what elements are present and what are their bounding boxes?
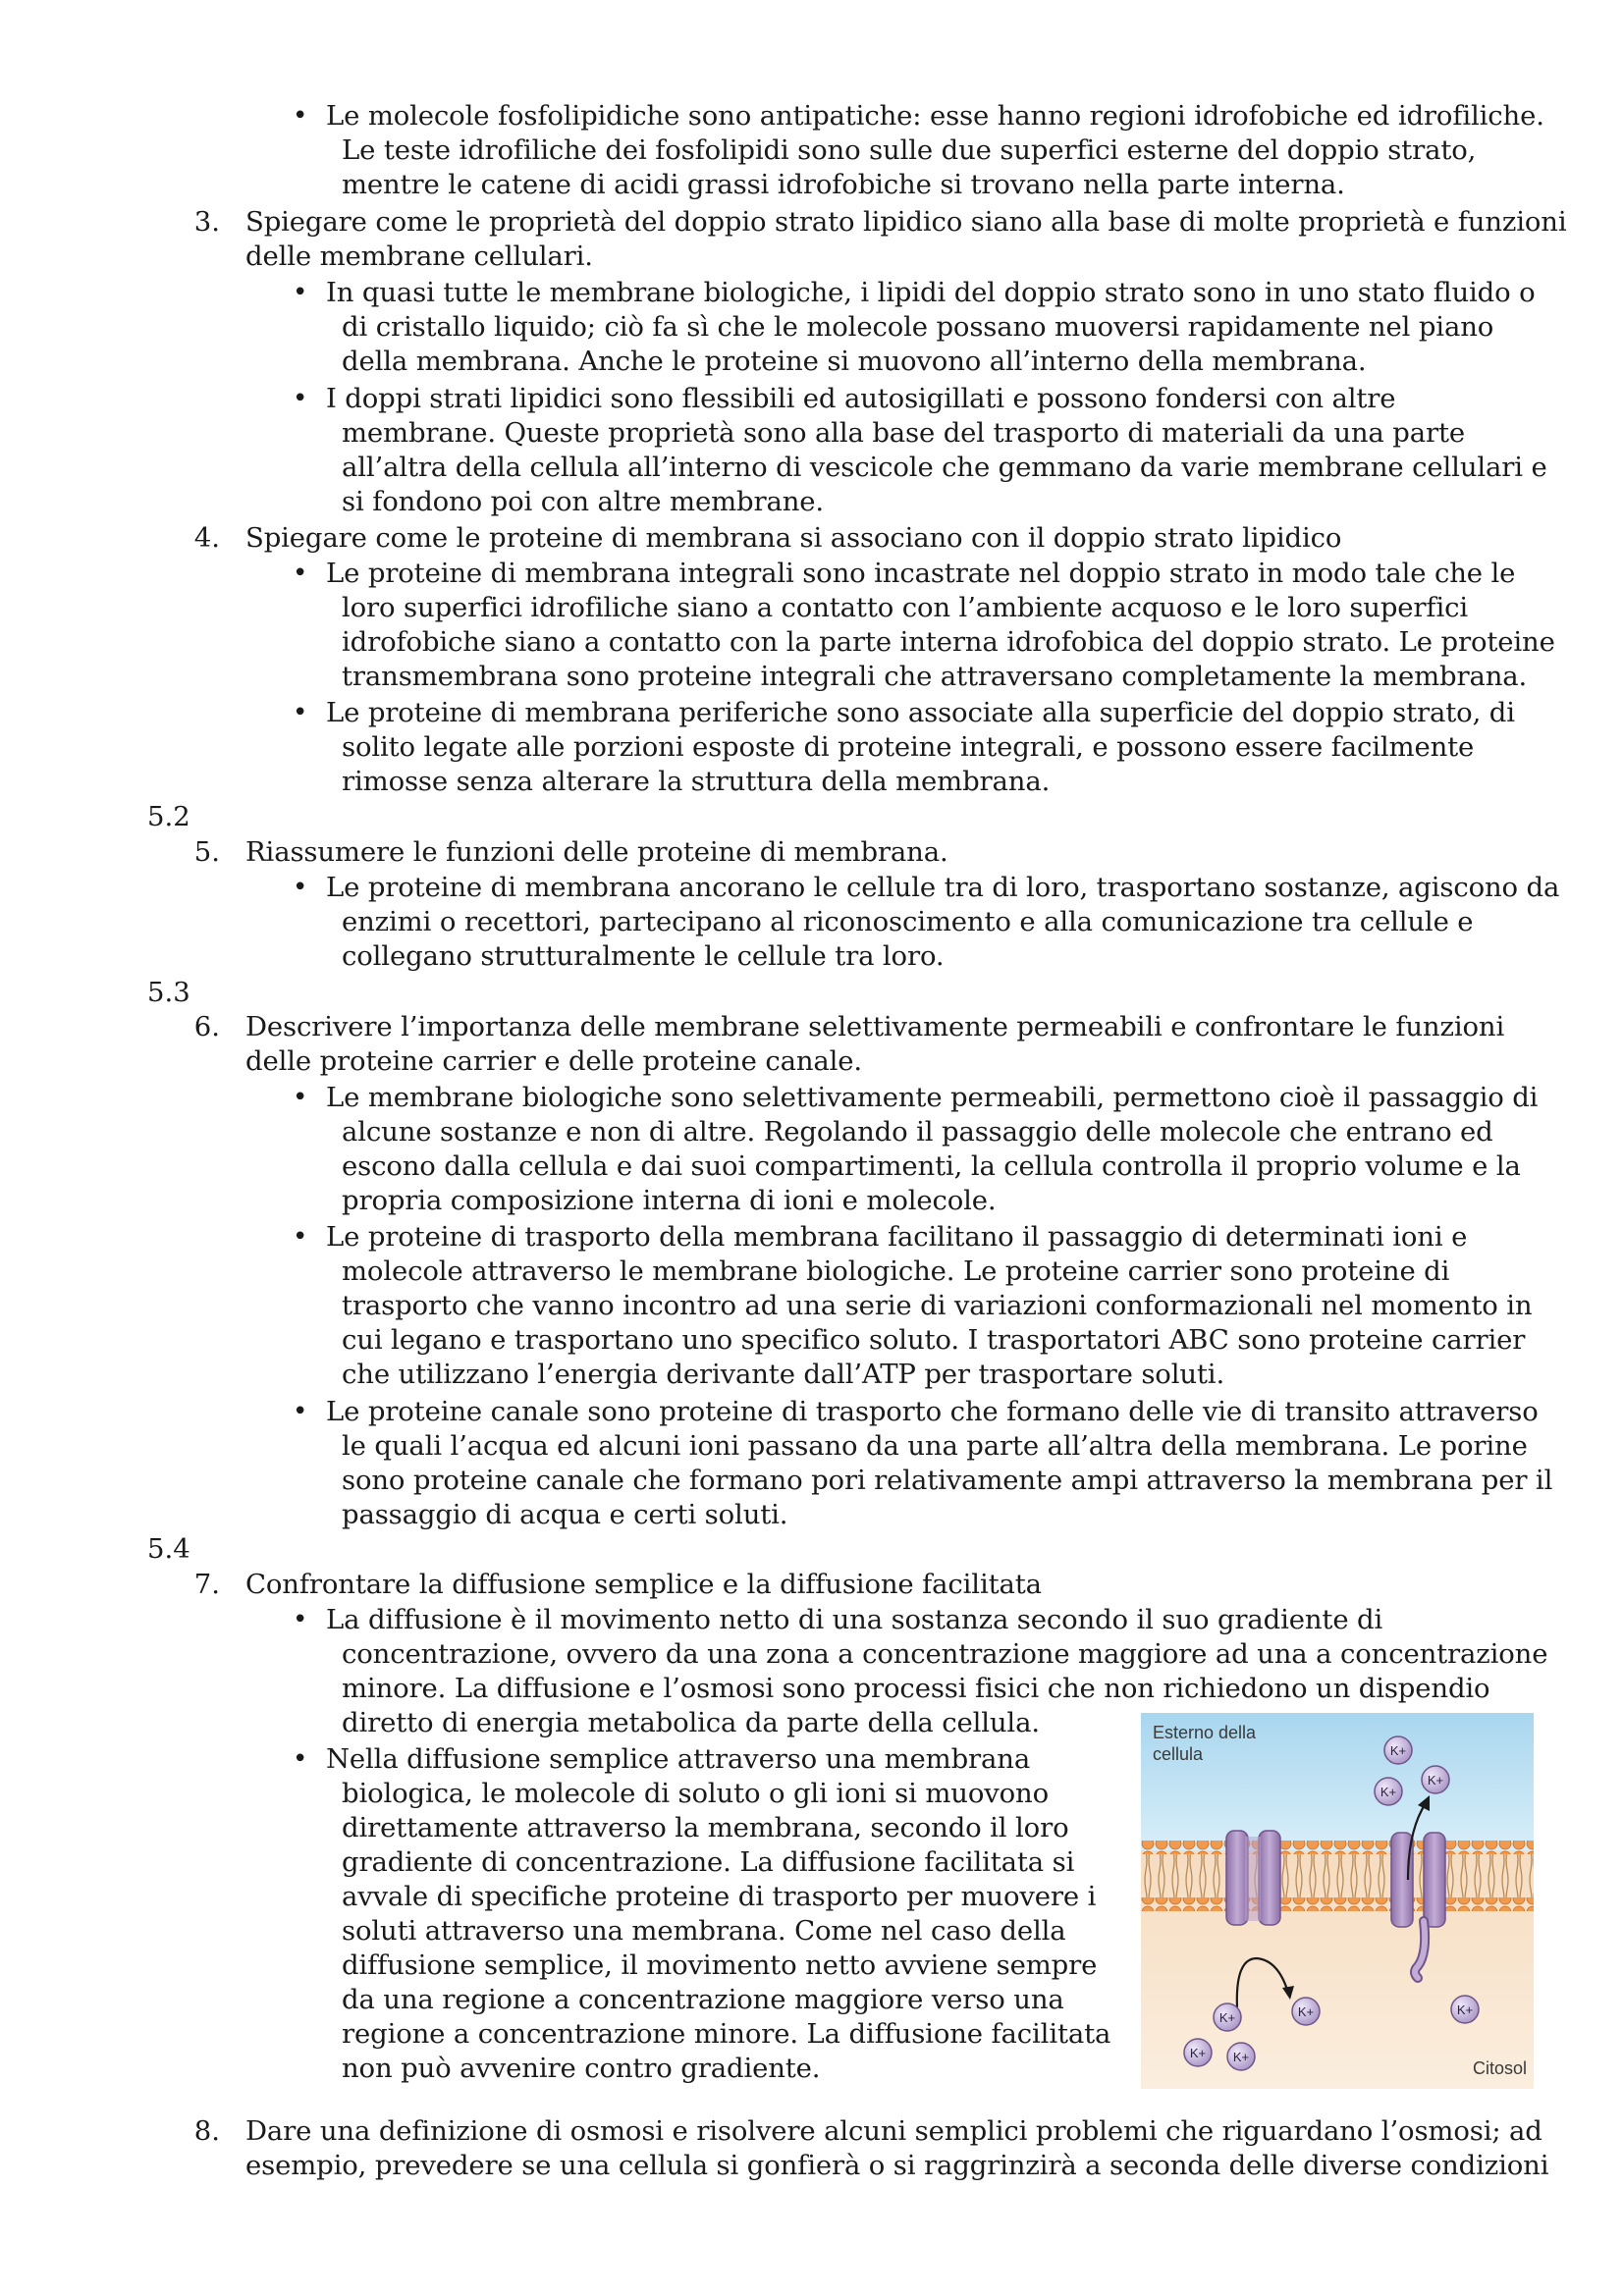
text-line: Le proteine di membrana periferiche sono associate alla superficie del doppio strato, di <box>326 697 1515 728</box>
item-heading: Spiegare come le proprietà del doppio strato lipidico siano alla base di molte proprietà e funzioni <box>245 206 1567 238</box>
potassium-ion <box>1292 1998 1320 2025</box>
text-line: direttamente attraverso la membrana, secondo il loro <box>342 1812 1069 1843</box>
item-heading: Confrontare la diffusione semplice e la diffusione facilitata <box>245 1569 1042 1600</box>
potassium-ion <box>1375 1778 1402 1805</box>
potassium-ion <box>1451 1996 1479 2023</box>
item-number: 6. <box>193 1011 220 1042</box>
text-line: propria composizione interna di ioni e molecole. <box>342 1185 997 1216</box>
text-line: cui legano e trasportano uno specifico soluto. I trasportatori ABC sono proteine carrier <box>342 1324 1526 1356</box>
text-line: soluti attraverso una membrana. Come nel caso della <box>342 1915 1066 1947</box>
svg-text:K+: K+ <box>1456 2002 1474 2017</box>
item-number: 5. <box>193 836 220 868</box>
text-line: collegano strutturalmente le cellule tra loro. <box>342 940 945 972</box>
bullet: • <box>293 278 308 307</box>
text-line: Le teste idrofiliche dei fosfolipidi sono sulle due superfici esterne del doppio strato, <box>342 134 1477 166</box>
item-heading: Descrivere l’importanza delle membrane selettivamente permeabili e confrontare le funzioni <box>245 1011 1505 1042</box>
text-line: trasporto che vanno incontro ad una serie di variazioni conformazionali nel momento in <box>342 1290 1533 1321</box>
potassium-ion <box>1422 1766 1449 1793</box>
item-heading: Riassumere le funzioni delle proteine di membrana. <box>245 836 948 868</box>
svg-text:K+: K+ <box>1389 1743 1407 1758</box>
text-line: minore. La diffusione e l’osmosi sono processi fisici che non richiedono un dispendio <box>342 1673 1490 1704</box>
channel-protein <box>1226 1831 1280 1925</box>
svg-text:K+: K+ <box>1218 2010 1236 2025</box>
svg-text:K+: K+ <box>1380 1785 1397 1799</box>
text-line: di cristallo liquido; ciò fa sì che le molecole possano muoversi rapidamente nel piano <box>342 311 1494 343</box>
svg-text:K+: K+ <box>1189 2046 1207 2060</box>
text-line: all’altra della cellula all’interno di vescicole che gemmano da varie membrane cellulari e <box>342 452 1547 483</box>
outside-label: Esterno della <box>1153 1723 1257 1742</box>
section-label: 5.4 <box>147 1533 190 1565</box>
text-line: diretto di energia metabolica da parte della cellula. <box>342 1707 1040 1738</box>
text-line: gradiente di concentrazione. La diffusione facilitata si <box>342 1846 1075 1878</box>
bullet: • <box>293 1222 308 1252</box>
text-line: non può avvenire contro gradiente. <box>342 2053 821 2084</box>
text-line: alcune sostanze e non di altre. Regolando il passaggio delle molecole che entrano ed <box>342 1116 1493 1148</box>
text-line: della membrana. Anche le proteine si muovono all’interno della membrana. <box>342 346 1367 377</box>
bullet: • <box>293 1605 308 1634</box>
text-line: Le molecole fosfolipidiche sono antipatiche: esse hanno regioni idrofobiche ed idrofiliche. <box>326 100 1544 132</box>
svg-text:K+: K+ <box>1427 1773 1444 1788</box>
bullet: • <box>293 698 308 727</box>
text-line: esempio, prevedere se una cellula si gonfierà o si raggrinzirà a seconda delle diverse condizioni <box>245 2150 1549 2181</box>
potassium-ion <box>1227 2043 1255 2070</box>
text-line: mentre le catene di acidi grassi idrofobiche si trovano nella parte interna. <box>342 169 1345 200</box>
text-line: diffusione semplice, il movimento netto avviene sempre <box>342 1949 1098 1981</box>
text-line: Le proteine di membrana integrali sono incastrate nel doppio strato in modo tale che le <box>326 558 1516 589</box>
svg-text:K+: K+ <box>1232 2050 1250 2064</box>
text-line: sono proteine canale che formano pori relativamente ampi attraverso la membrana per il <box>342 1465 1553 1496</box>
text-line: concentrazione, ovvero da una zona a concentrazione maggiore ad una a concentrazione <box>342 1638 1548 1670</box>
bullet: • <box>293 1397 308 1426</box>
bullet: • <box>293 1083 308 1112</box>
bullet: • <box>293 1744 308 1774</box>
text-line: biologica, le molecole di soluto o gli ioni si muovono <box>342 1778 1050 1809</box>
text-line: rimosse senza alterare la struttura della membrana. <box>342 766 1051 797</box>
text-line: avvale di specifiche proteine di trasporto per muovere i <box>342 1881 1097 1912</box>
potassium-ion <box>1214 2003 1241 2031</box>
section-label: 5.2 <box>147 801 190 832</box>
item-number: 3. <box>193 206 220 238</box>
bullet: • <box>293 384 308 413</box>
text-line: molecole attraverso le membrane biologiche. Le proteine carrier sono proteine di <box>342 1255 1450 1287</box>
text-line: membrane. Queste proprietà sono alla base del trasporto di materiali da una parte <box>342 417 1465 449</box>
bullet: • <box>293 101 308 131</box>
section-label: 5.3 <box>147 977 190 1008</box>
text-line: I doppi strati lipidici sono flessibili ed autosigillati e possono fondersi con altre <box>326 383 1396 414</box>
cytosol-label: Citosol <box>1473 2058 1528 2078</box>
text-line: delle proteine carrier e delle proteine canale. <box>245 1045 863 1077</box>
text-line: che utilizzano l’energia derivante dall’ATP per trasportare soluti. <box>342 1359 1225 1390</box>
text-line: transmembrana sono proteine integrali che attraversano completamente la membrana. <box>342 661 1528 692</box>
text-line: passaggio di acqua e certi soluti. <box>342 1499 788 1530</box>
outside-label: cellula <box>1153 1744 1204 1764</box>
text-line: Le proteine di membrana ancorano le cellule tra di loro, trasportano sostanze, agiscono da <box>326 872 1560 903</box>
item-number: 8. <box>193 2115 220 2147</box>
bullet: • <box>293 873 308 902</box>
text-line: le quali l’acqua ed alcuni ioni passano da una parte all’altra della membrana. Le porine <box>342 1430 1528 1462</box>
bullet: • <box>293 559 308 588</box>
text-line: La diffusione è il movimento netto di una sostanza secondo il suo gradiente di <box>326 1604 1383 1635</box>
text-line: enzimi o recettori, partecipano al riconoscimento e alla comunicazione tra cellule e <box>342 906 1474 937</box>
text-line: da una regione a concentrazione maggiore verso una <box>342 1984 1064 2015</box>
text-line: Le proteine canale sono proteine di trasporto che formano delle vie di transito attraverso <box>326 1396 1539 1427</box>
potassium-ion <box>1384 1736 1412 1764</box>
potassium-ion <box>1184 2039 1212 2066</box>
text-line: escono dalla cellula e dai suoi compartimenti, la cellula controlla il proprio volume e la <box>342 1150 1521 1182</box>
svg-text:K+: K+ <box>1297 2004 1315 2019</box>
text-line: In quasi tutte le membrane biologiche, i lipidi del doppio strato sono in uno stato fluido o <box>326 277 1536 308</box>
text-line: idrofobiche siano a contatto con la parte interna idrofobica del doppio strato. Le proteine <box>342 626 1555 658</box>
text-line: regione a concentrazione minore. La diffusione facilitata <box>342 2018 1111 2050</box>
text-line: Nella diffusione semplice attraverso una membrana <box>326 1743 1031 1775</box>
membrane-diagram <box>1141 1713 1534 2089</box>
item-heading: Spiegare come le proteine di membrana si associano con il doppio strato lipidico <box>245 522 1342 554</box>
text-line: delle membrane cellulari. <box>245 240 593 272</box>
text-line: si fondono poi con altre membrane. <box>342 486 824 517</box>
item-heading: Dare una definizione di osmosi e risolvere alcuni semplici problemi che riguardano l’osmosi; ad <box>245 2115 1542 2147</box>
text-line: solito legate alle porzioni esposte di proteine integrali, e possono essere facilmente <box>342 731 1475 763</box>
item-number: 4. <box>193 522 220 554</box>
item-number: 7. <box>193 1569 220 1600</box>
text-line: loro superfici idrofiliche siano a contatto con l’ambiente acquoso e le loro superfici <box>342 592 1469 623</box>
text-line: Le membrane biologiche sono selettivamente permeabili, permettono cioè il passaggio di <box>326 1082 1539 1113</box>
text-line: Le proteine di trasporto della membrana facilitano il passaggio di determinati ioni e <box>326 1221 1468 1253</box>
